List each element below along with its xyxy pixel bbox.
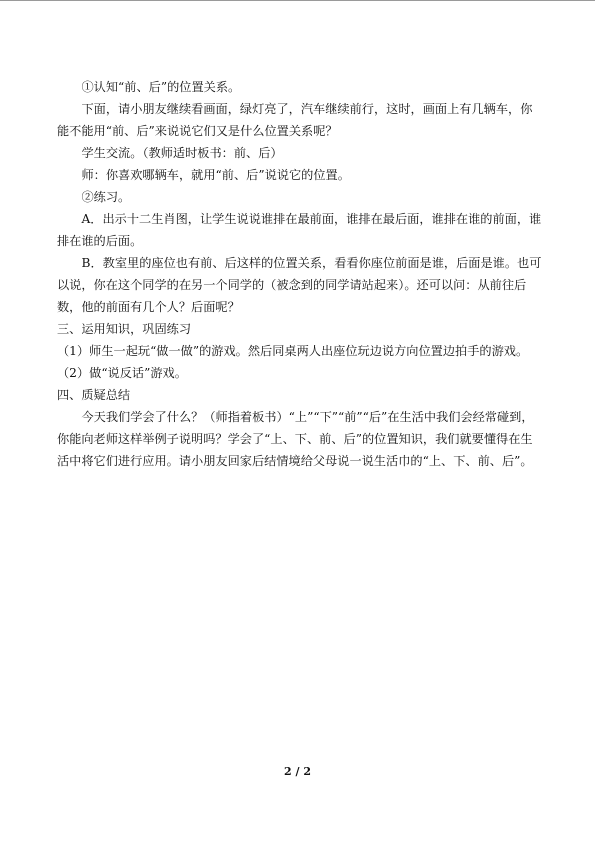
paragraph-game-two: （2）做“说反话”游戏。 (57, 366, 187, 380)
paragraph-exercise-b: B．教室里的座位也有前、后这样的位置关系，看看你座位前面是谁，后面是谁。也可以说，你在这个同学的在另一个同学的（被念到的同学请站起来）。还可以问：从前往后数，他的前面有几个人？后面呢？ (57, 256, 542, 314)
paragraph-student-exchange: 学生交流。（教师适时板书：前、后） (81, 146, 283, 160)
paragraph-teacher-prompt: 师：你喜欢哪辆车，就用“前、后”说说它的位置。 (81, 168, 350, 182)
paragraph-exercise-a: A．出示十二生肖图，让学生说说谁排在最前面，谁排在最后面，谁排在谁的前面，谁排在谁的后面。 (57, 212, 542, 248)
paragraph-subpoint-front-back: ①认知“前、后”的位置关系。 (81, 80, 241, 94)
paragraph-summary: 今天我们学会了什么？（师指着板书）“上”“下”“前”“后”在生活中我们会经常碰到，你能向老师这样举例子说明吗？学会了“上、下、前、后”的位置知识，我们就要懂得在生活中将它们进行应用。请小朋友回家后结情境给父母说一说生活巾的“上、下、前、后”。 (57, 410, 534, 468)
document-body (57, 76, 542, 472)
paragraph-car-position-question: 下面，请小朋友继续看画面，绿灯亮了，汽车继续前行，这时，画面上有几辆车，你能不能用“前、后”来说说它们又是什么位置关系呢？ (57, 102, 533, 138)
section-heading-four: 四、质疑总结 (57, 388, 131, 402)
page-number: 2 / 2 (284, 765, 311, 778)
section-heading-three: 三、运用知识，巩固练习 (57, 322, 192, 336)
page-top-rule (0, 0, 595, 1)
paragraph-game-one: （1）师生一起玩“做一做”的游戏。然后同桌两人出座位玩边说方向位置边拍手的游戏。 (57, 344, 529, 358)
paragraph-practice-heading: ②练习。 (81, 190, 131, 204)
